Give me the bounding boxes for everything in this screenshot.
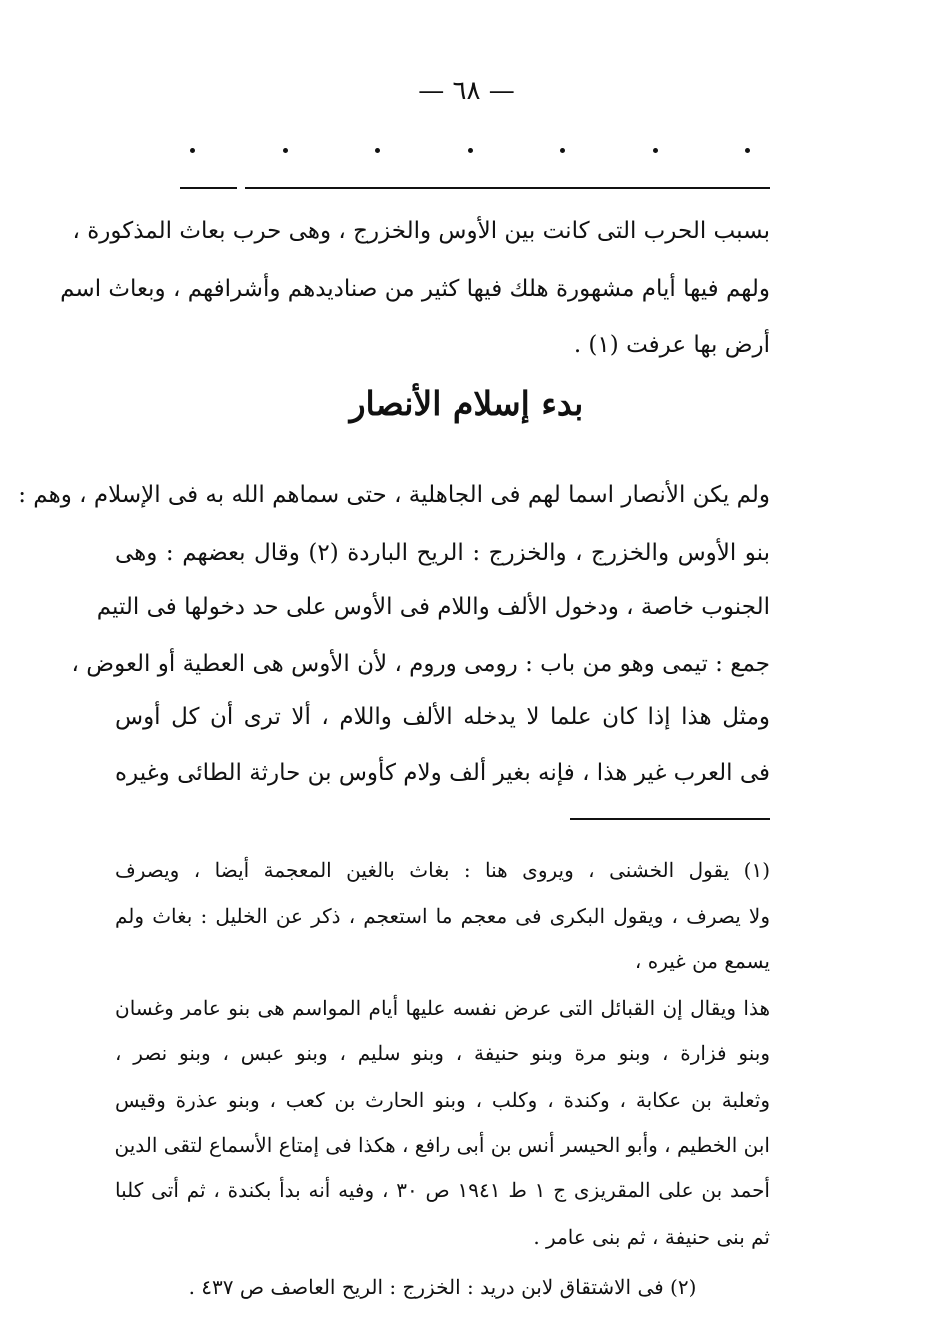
- continued-line: بسبب الحرب التى كانت بين الأوس والخزرج ، وهى حرب بعاث المذكورة ،: [72, 218, 770, 244]
- section-heading: بدء إسلام الأنصار: [349, 384, 584, 423]
- body-line: بنو الأوس والخزرج ، والخزرج : الريح الباردة (٢) وقال بعضهم : وهى: [115, 540, 771, 566]
- footnote-line: (٢) فى الاشتقاق لابن دريد : الخزرج : الريح العاصف ص ٤٣٧ .: [188, 1275, 697, 1299]
- dot: [375, 148, 380, 153]
- dot: [468, 148, 473, 153]
- continued-line: ولهم فيها أيام مشهورة هلك فيها كثير من صناديدهم وأشرافهم ، وبعاث اسم: [60, 276, 770, 302]
- footnote-line: هذا ويقال إن القبائل التى عرض نفسه عليها أيام المواسم هى بنو عامر وغسان: [115, 996, 770, 1020]
- dot: [283, 148, 288, 153]
- footnote-line: أحمد بن على المقريزى ج ١ ط ١٩٤١ ص ٣٠ ، وفيه أنه بدأ بكندة ، ثم أتى كلبا: [115, 1178, 770, 1202]
- body-line: ومثل هذا إذا كان علما لا يدخله الألف واللام ، ألا ترى أن كل أوس: [115, 704, 770, 730]
- dot: [560, 148, 565, 153]
- body-line: ولم يكن الأنصار اسما لهم فى الجاهلية ، حتى سماهم الله به فى الإسلام ، وهم :: [18, 482, 770, 508]
- body-line: فى العرب غير هذا ، فإنه بغير ألف ولام كأوس بن حارثة الطائى وغيره: [114, 760, 770, 786]
- dot: [190, 148, 195, 153]
- footnote-line: ابن الخطيم ، وأبو الحيسر أنس بن أبى رافع ، هكذا فى إمتاع الأسماع لتقى الدين: [114, 1133, 770, 1157]
- footnote-line: وثعلبة بن عكابة ، وكندة ، وكلب ، وبنو الحارث بن كعب ، وبنو عذرة وقيس: [115, 1088, 770, 1112]
- footnote-line: (١) يقول الخشنى ، ويروى هنا : بغاث بالغين المعجمة أيضا ، ويصرف: [115, 858, 770, 882]
- footnote-line: ولا يصرف ، ويقول البكرى فى معجم ما استعجم ، ذكر عن الخليل : بغاث ولم: [115, 904, 770, 928]
- footnote-line: يسمع من غيره ،: [634, 949, 770, 973]
- dot: [745, 148, 750, 153]
- footnote-rule: [570, 818, 770, 820]
- dot: [653, 148, 658, 153]
- page-number: — ٦٨ —: [418, 76, 515, 106]
- top-rule: [180, 187, 770, 189]
- ornament-dots: [190, 148, 750, 153]
- continued-line: أرض بها عرفت (١) .: [573, 332, 770, 358]
- footnote-line: ثم بنى حنيفة ، ثم بنى عامر .: [533, 1225, 770, 1249]
- body-line: جمع : تيمى وهو من باب : رومى وروم ، لأن الأوس هى العطية أو العوض ،: [71, 651, 770, 677]
- body-line: الجنوب خاصة ، ودخول الألف واللام فى الأوس على حد دخولها فى التيم: [96, 594, 770, 620]
- footnote-line: وبنو فزارة ، وبنو مرة وبنو حنيفة ، وبنو سليم ، وبنو عبس ، وبنو نصر ،: [115, 1041, 770, 1065]
